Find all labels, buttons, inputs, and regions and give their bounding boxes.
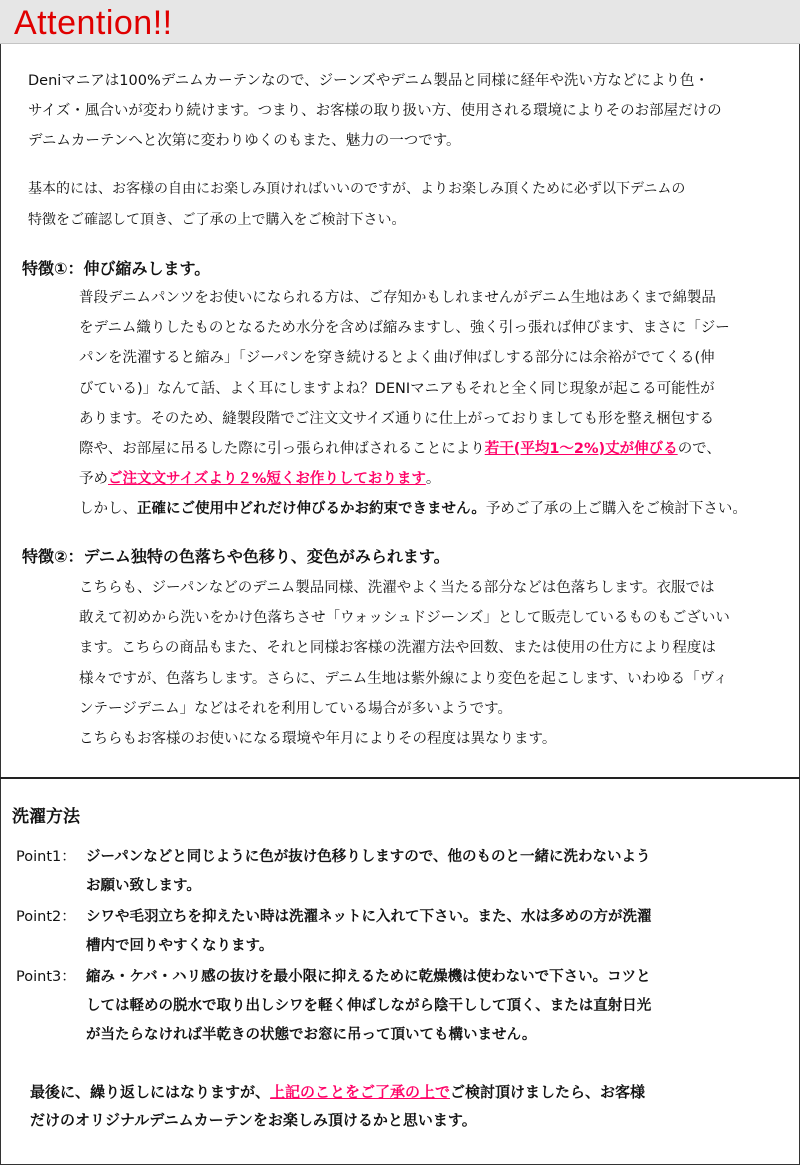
stretch-highlight: 若干(平均1～2%)丈が伸びる [484, 441, 678, 458]
intro-line: 基本的には、お客様の自由にお楽しみ頂ければいいのですが、よりお楽しみ頂くために必ず以下デニムの [28, 181, 686, 197]
point-text [86, 843, 650, 901]
text-segment: ご検討頂けましたら、お客様 [450, 1083, 646, 1101]
text-segment: 予めご了承の上ご購入をご検討下さい。 [485, 501, 747, 518]
text-segment: しかし、 [79, 501, 137, 518]
text-segment: 最後に、繰り返しにはなりますが、 [30, 1083, 271, 1101]
feature1-line: あります。そのため、縫製段階でご注文文サイズ通りに仕上がっておりましても形を整え梱包する [79, 410, 715, 427]
washing-point-2 [16, 903, 652, 954]
text-segment: 。 [425, 471, 441, 488]
feature2-heading: 特徴②：デニム独特の色落ちや色移り、変色がみられます。 [22, 547, 450, 566]
feature2-line: 敢えて初めから洗いをかけ色落ちさせ「ウォッシュドジーンズ」として販売しているものもございい [79, 610, 730, 627]
point-line: お願い致します。 [86, 878, 201, 894]
feature1-line: をデニム織りしたものとなるため水分を含めば縮みますし、強く引っ張れば伸びます、まさに「ジー [79, 320, 730, 337]
closing-line [30, 1078, 645, 1106]
feature1-line: 普段デニムパンツをお使いになられる方は、ご存知かもしれませんがデニム生地はあくまで綿製品 [79, 290, 716, 306]
section-divider [0, 777, 800, 779]
point-line: しては軽めの脱水で取り出しシワを軽く伸ばしながら陰干しして頂く、または直射日光 [86, 998, 652, 1014]
consent-highlight: 上記のことをご了承の上で [270, 1083, 451, 1101]
feature2-line: こちらもお客様のお使いになる環境や年月によりその程度は異なります。 [79, 731, 557, 748]
lead-line: デニムカーテンへと次第に変わりゆくのもまた、魅力の一つです。 [28, 133, 461, 149]
shorter-size-highlight: ご注文文サイズより２%短くお作りしております [108, 471, 426, 488]
feature2-line: ンテージデニム」などはそれを利用している場合が多いようです。 [79, 700, 512, 717]
feature1-line [79, 494, 747, 524]
no-guarantee-emphasis: 正確にご使用中どれだけ伸びるかお約束できません。 [137, 501, 486, 518]
point-line: 槽内で回りやすくなります。 [86, 938, 274, 954]
point-line: が当たらなければ半乾きの状態でお窓に吊って頂いても構いません。 [86, 1027, 537, 1043]
point-line: シワや毛羽立ちを抑えたい時は洗濯ネットに入れて下さい。また、水は多めの方が洗濯 [86, 909, 652, 925]
washing-point-3 [16, 963, 652, 1043]
text-segment: 予め [79, 471, 108, 488]
point-label: Point2： [16, 909, 76, 925]
feature1-line: びている)」なんて話、よく耳にしますよね？DENIマニアもそれと全く同じ現象が起こる可能性が [79, 380, 715, 397]
closing-line: だけのオリジナルデニムカーテンをお楽しみ頂けるかと思います。 [30, 1111, 477, 1129]
point-line: 縮み・ケバ・ハリ感の抜けを最小限に抑えるために乾燥機は使わないで下さい。コツと [86, 969, 651, 985]
lead-line: Deniマニアは100%デニムカーテンなので、ジーンズやデニム製品と同様に経年や洗い方などにより色・ [28, 73, 709, 89]
point-text [86, 903, 652, 961]
washing-title: 洗濯方法 [12, 807, 80, 827]
feature2-line: ます。こちらの商品もまた、それと同様お客様の洗濯方法や回数、または使用の仕方により程度は [79, 640, 716, 657]
lead-line: サイズ・風合いが変わり続けます。つまり、お客様の取り扱い方、使用される環境によりそのお部屋だけの [28, 103, 722, 119]
intro-paragraph [28, 174, 685, 236]
feature2-body [79, 573, 730, 754]
feature1-heading: 特徴①：伸び縮みします。 [22, 259, 211, 278]
feature1-line [79, 434, 747, 464]
feature1-line [79, 464, 747, 494]
point-line: ジーパンなどと同じように色が抜け色移りしますので、他のものと一緒に洗わないよう [86, 849, 651, 865]
closing-paragraph [30, 1078, 645, 1134]
point-label: Point3： [16, 969, 76, 985]
intro-line: 特徴をご確認して頂き、ご了承の上で購入をご検討下さい。 [28, 212, 406, 228]
point-text [86, 963, 651, 1050]
page-title: Attention!! [14, 4, 173, 42]
text-segment: ので、 [677, 441, 721, 458]
feature1-body [79, 283, 747, 525]
washing-point-1 [16, 843, 651, 894]
feature2-line: こちらも、ジーパンなどのデニム製品同様、洗濯やよく当たる部分などは色落ちします。衣服では [79, 580, 715, 596]
lead-paragraph [28, 66, 722, 156]
text-segment: 際や、お部屋に吊るした際に引っ張られ伸ばされることにより [79, 441, 485, 458]
point-label: Point1： [16, 849, 76, 865]
attention-header [0, 0, 800, 44]
feature2-line: 様々ですが、色落ちします。さらに、デニム生地は紫外線により変色を起こします、いわゆる「ヴィ [79, 670, 728, 687]
feature1-line: パンを洗濯すると縮み」「ジーパンを穿き続けるとよく曲げ伸ばしする部分には余裕がでてくる(伸 [79, 350, 715, 367]
